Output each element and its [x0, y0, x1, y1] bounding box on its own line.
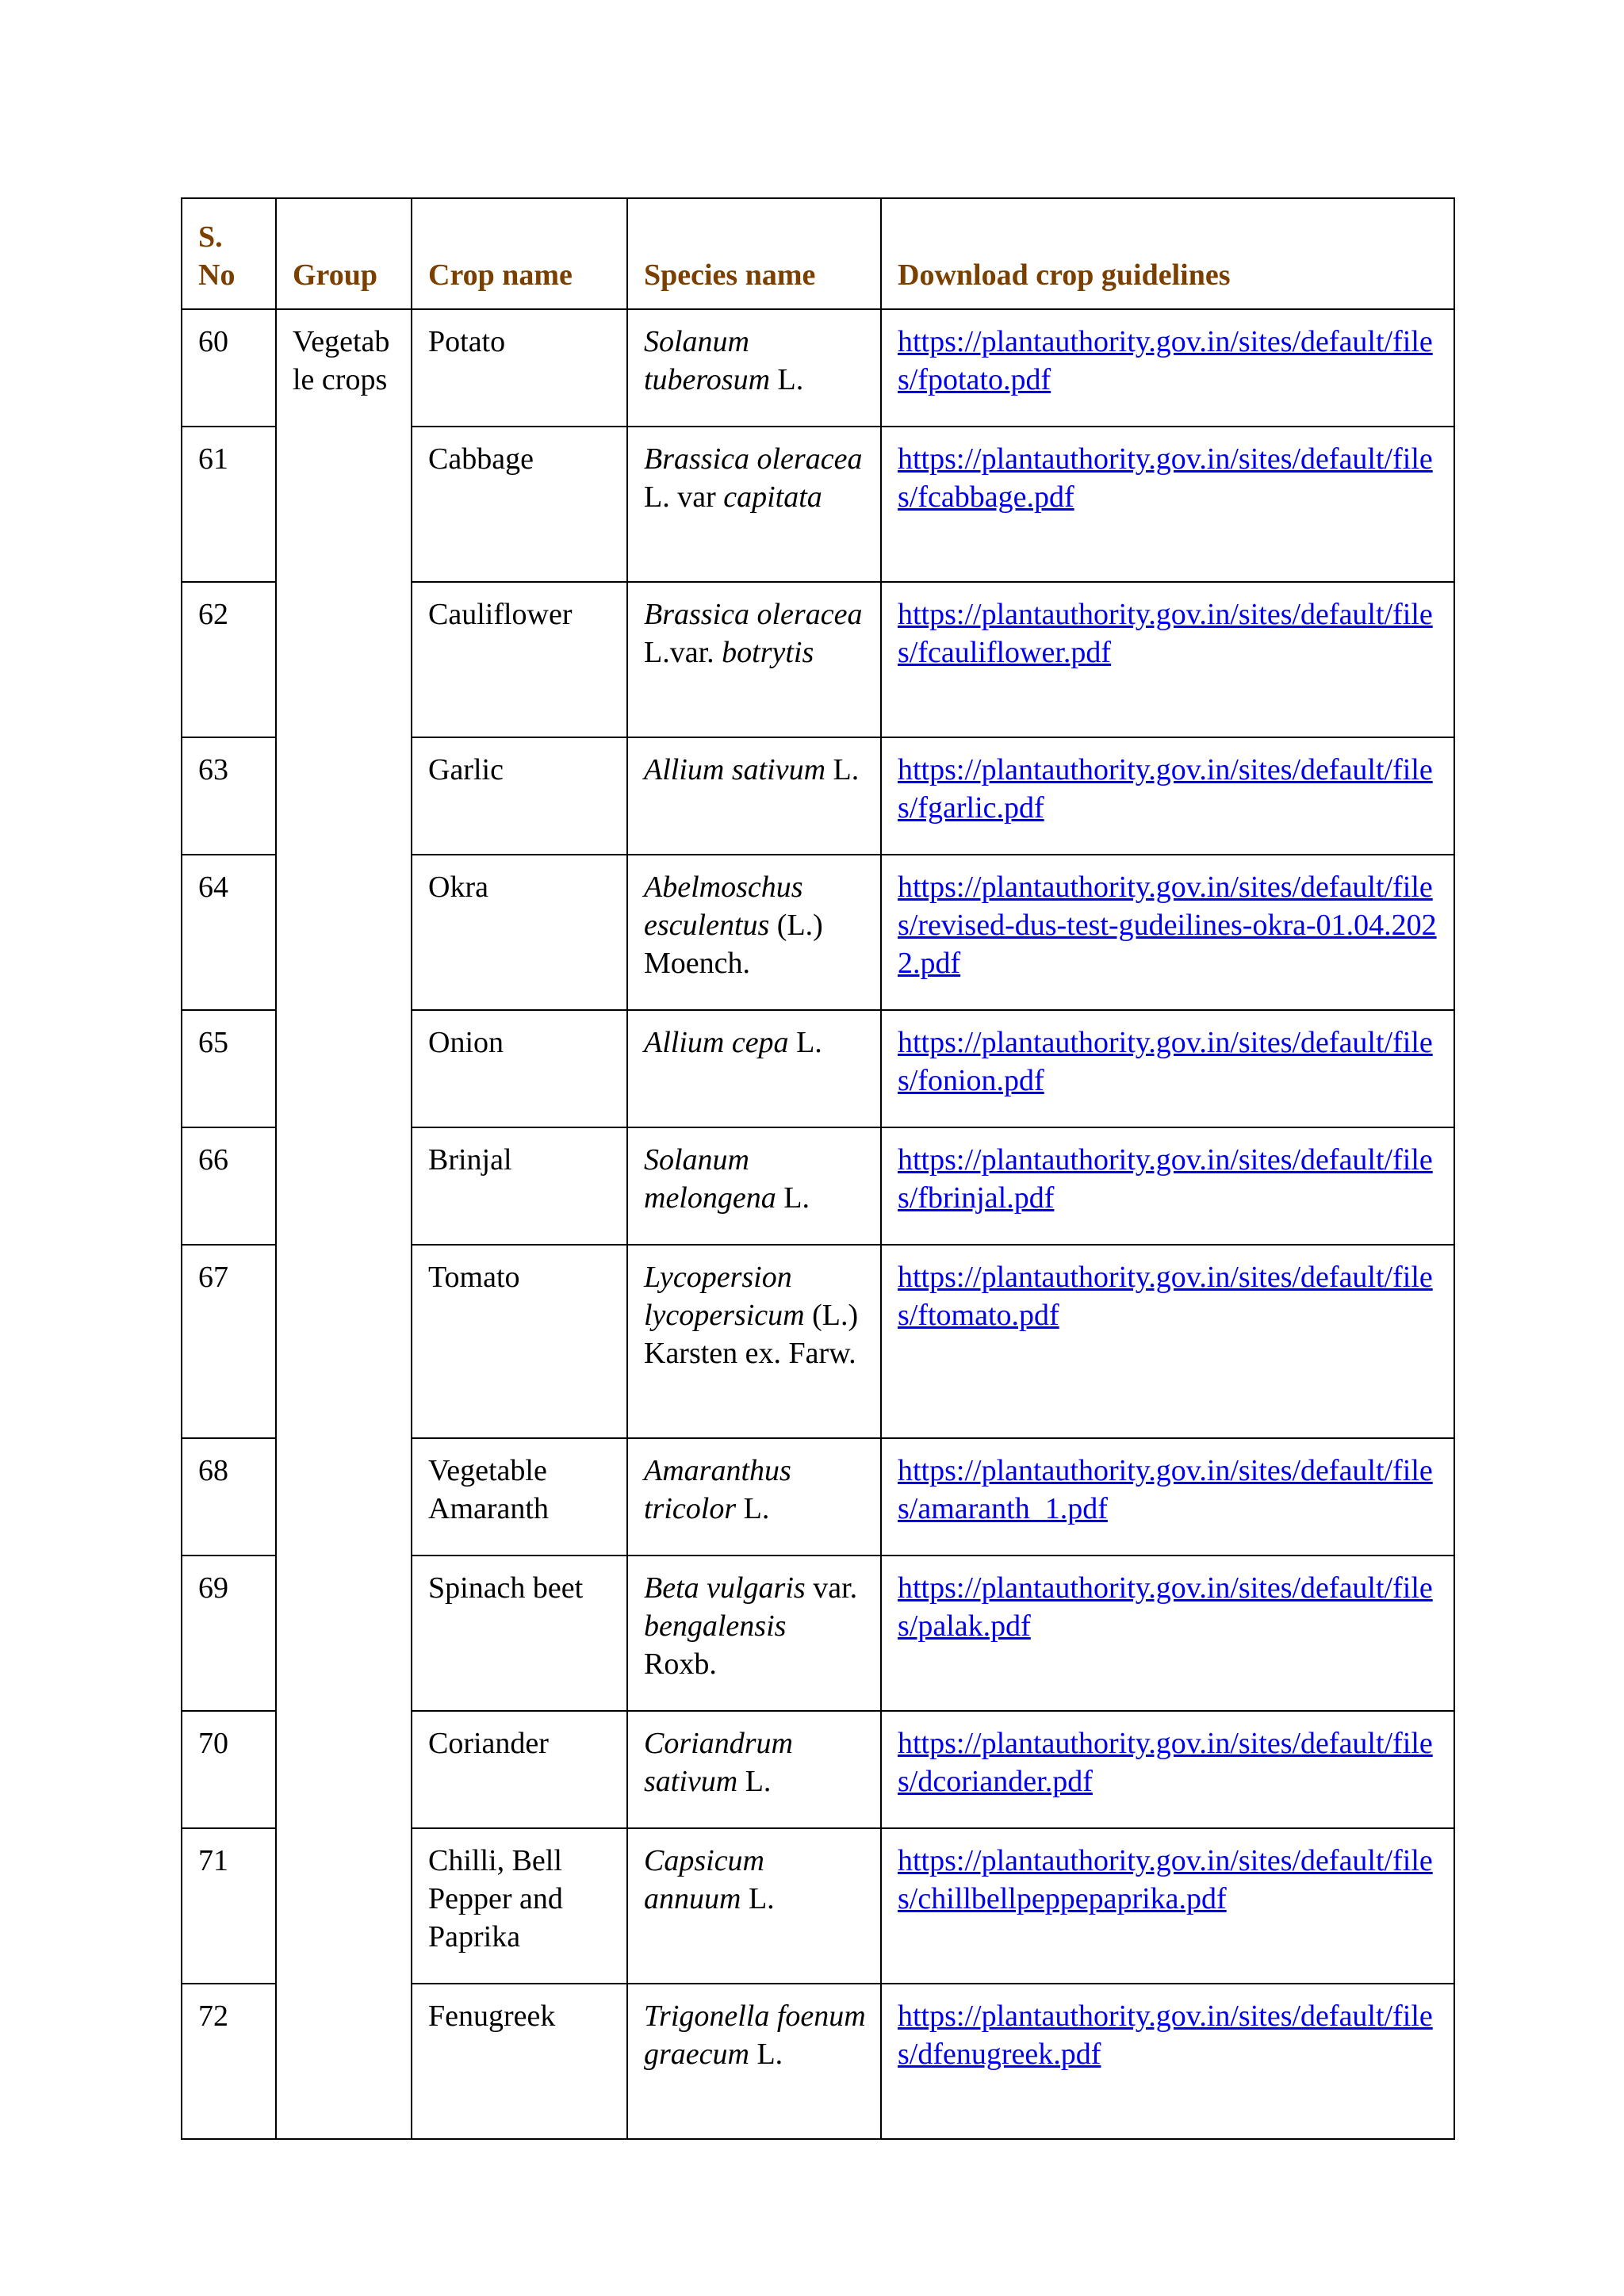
species-name-italic: Allium sativum: [644, 753, 826, 786]
cell-crop-name: Fenugreek: [412, 1984, 627, 2139]
cell-sno: 67: [182, 1245, 276, 1438]
header-sno: S. No: [182, 198, 276, 309]
species-name-roman: L.: [749, 2038, 783, 2071]
cell-download-link: [881, 1828, 1454, 1984]
cell-sno: 66: [182, 1127, 276, 1245]
cell-download-link: [881, 582, 1454, 737]
species-name-roman: L.: [770, 363, 804, 396]
guideline-link[interactable]: https://plantauthority.gov.in/sites/default/files/palak.pdf: [898, 1571, 1433, 1643]
cell-download-link: [881, 427, 1454, 582]
guideline-link[interactable]: https://plantauthority.gov.in/sites/default/files/fbrinjal.pdf: [898, 1143, 1433, 1215]
cell-crop-name: Spinach beet: [412, 1556, 627, 1711]
cell-download-link: [881, 1127, 1454, 1245]
cell-crop-name: Okra: [412, 855, 627, 1010]
header-group: Group: [276, 198, 412, 309]
cell-crop-name: Garlic: [412, 737, 627, 855]
species-name-italic: Amaranthus tricolor: [644, 1454, 799, 1525]
cell-species-name: [627, 1245, 881, 1438]
table-body: [182, 309, 1454, 2139]
species-name-roman: L.: [736, 1492, 770, 1525]
cell-sno: 63: [182, 737, 276, 855]
cell-crop-name: Cauliflower: [412, 582, 627, 737]
species-name-roman: L. var: [644, 442, 870, 514]
cell-sno: 69: [182, 1556, 276, 1711]
cell-download-link: [881, 737, 1454, 855]
cell-species-name: [627, 427, 881, 582]
cell-crop-name: Brinjal: [412, 1127, 627, 1245]
species-name-italic: Coriandrum sativum: [644, 1727, 801, 1798]
species-name-roman: L.: [737, 1765, 772, 1798]
cell-species-name: [627, 1010, 881, 1127]
cell-sno: 62: [182, 582, 276, 737]
species-name-italic: botrytis: [722, 636, 814, 669]
guideline-link[interactable]: https://plantauthority.gov.in/sites/default/files/fonion.pdf: [898, 1026, 1433, 1097]
guideline-link[interactable]: https://plantauthority.gov.in/sites/default/files/fcabbage.pdf: [898, 442, 1433, 514]
cell-species-name: [627, 855, 881, 1010]
cell-species-name: [627, 309, 881, 427]
species-name-italic: Capsicum annuum: [644, 1844, 772, 1915]
cell-download-link: [881, 1984, 1454, 2139]
table-row: [182, 309, 1454, 427]
species-name-italic: Brassica oleracea: [644, 598, 863, 631]
species-name-italic: bengalensis: [644, 1609, 787, 1643]
species-name-roman: L.var.: [644, 598, 870, 669]
species-name-italic: Solanum melongena: [644, 1143, 776, 1215]
cell-download-link: [881, 1010, 1454, 1127]
species-name-roman: L.: [741, 1882, 775, 1915]
species-name-italic: Trigonella foenum graecum: [644, 1999, 874, 2071]
cell-crop-name: Potato: [412, 309, 627, 427]
cell-species-name: [627, 1438, 881, 1556]
species-name-italic: Allium cepa: [644, 1026, 789, 1059]
cell-crop-name: Tomato: [412, 1245, 627, 1438]
species-name-roman: (L.) Karsten ex. Farw.: [644, 1299, 866, 1370]
species-name-italic: capitata: [723, 480, 822, 514]
cell-group: Vegetable crops: [276, 309, 412, 2139]
species-name-italic: Solanum tuberosum: [644, 325, 771, 396]
species-name-roman: L.: [776, 1181, 810, 1215]
cell-sno: 65: [182, 1010, 276, 1127]
cell-species-name: [627, 1711, 881, 1828]
cell-sno: 71: [182, 1828, 276, 1984]
header-species-name: Species name: [627, 198, 881, 309]
species-name-roman: Roxb.: [644, 1609, 794, 1681]
cell-sno: 60: [182, 309, 276, 427]
species-name-italic: Abelmoschus esculentus: [644, 871, 811, 942]
cell-species-name: [627, 737, 881, 855]
crop-guidelines-table: [181, 197, 1455, 2140]
cell-crop-name: Chilli, Bell Pepper and Paprika: [412, 1828, 627, 1984]
guideline-link[interactable]: https://plantauthority.gov.in/sites/default/files/fgarlic.pdf: [898, 753, 1433, 825]
guideline-link[interactable]: https://plantauthority.gov.in/sites/default/files/fpotato.pdf: [898, 325, 1433, 396]
cell-sno: 61: [182, 427, 276, 582]
cell-download-link: [881, 855, 1454, 1010]
cell-download-link: [881, 1438, 1454, 1556]
species-name-roman: L.: [825, 753, 860, 786]
species-name-italic: Brassica oleracea: [644, 442, 863, 476]
guideline-link[interactable]: https://plantauthority.gov.in/sites/default/files/dfenugreek.pdf: [898, 1999, 1433, 2071]
cell-crop-name: Cabbage: [412, 427, 627, 582]
guideline-link[interactable]: https://plantauthority.gov.in/sites/default/files/revised-dus-test-gudeilines-okra-01.04.2022.pdf: [898, 871, 1437, 980]
cell-species-name: [627, 1556, 881, 1711]
species-name-italic: Lycopersion lycopersicum: [644, 1261, 805, 1332]
species-name-italic: Beta vulgaris: [644, 1571, 806, 1605]
guideline-link[interactable]: https://plantauthority.gov.in/sites/default/files/amaranth_1.pdf: [898, 1454, 1433, 1525]
cell-species-name: [627, 1984, 881, 2139]
table-header-row: [182, 198, 1454, 309]
cell-sno: 68: [182, 1438, 276, 1556]
cell-download-link: [881, 309, 1454, 427]
guideline-link[interactable]: https://plantauthority.gov.in/sites/default/files/chillbellpeppepaprika.pdf: [898, 1844, 1433, 1915]
cell-crop-name: Coriander: [412, 1711, 627, 1828]
cell-species-name: [627, 1828, 881, 1984]
guideline-link[interactable]: https://plantauthority.gov.in/sites/default/files/ftomato.pdf: [898, 1261, 1433, 1332]
header-crop-name: Crop name: [412, 198, 627, 309]
cell-species-name: [627, 582, 881, 737]
cell-sno: 64: [182, 855, 276, 1010]
cell-download-link: [881, 1711, 1454, 1828]
guideline-link[interactable]: https://plantauthority.gov.in/sites/default/files/dcoriander.pdf: [898, 1727, 1433, 1798]
species-name-roman: var.: [805, 1571, 865, 1605]
cell-download-link: [881, 1556, 1454, 1711]
cell-species-name: [627, 1127, 881, 1245]
cell-crop-name: Vegetable Amaranth: [412, 1438, 627, 1556]
cell-crop-name: Onion: [412, 1010, 627, 1127]
guideline-link[interactable]: https://plantauthority.gov.in/sites/default/files/fcauliflower.pdf: [898, 598, 1433, 669]
species-name-roman: L.: [788, 1026, 822, 1059]
cell-sno: 72: [182, 1984, 276, 2139]
header-download-guidelines: Download crop guidelines: [881, 198, 1454, 309]
cell-download-link: [881, 1245, 1454, 1438]
cell-sno: 70: [182, 1711, 276, 1828]
species-name-roman: (L.) Moench.: [644, 909, 831, 980]
